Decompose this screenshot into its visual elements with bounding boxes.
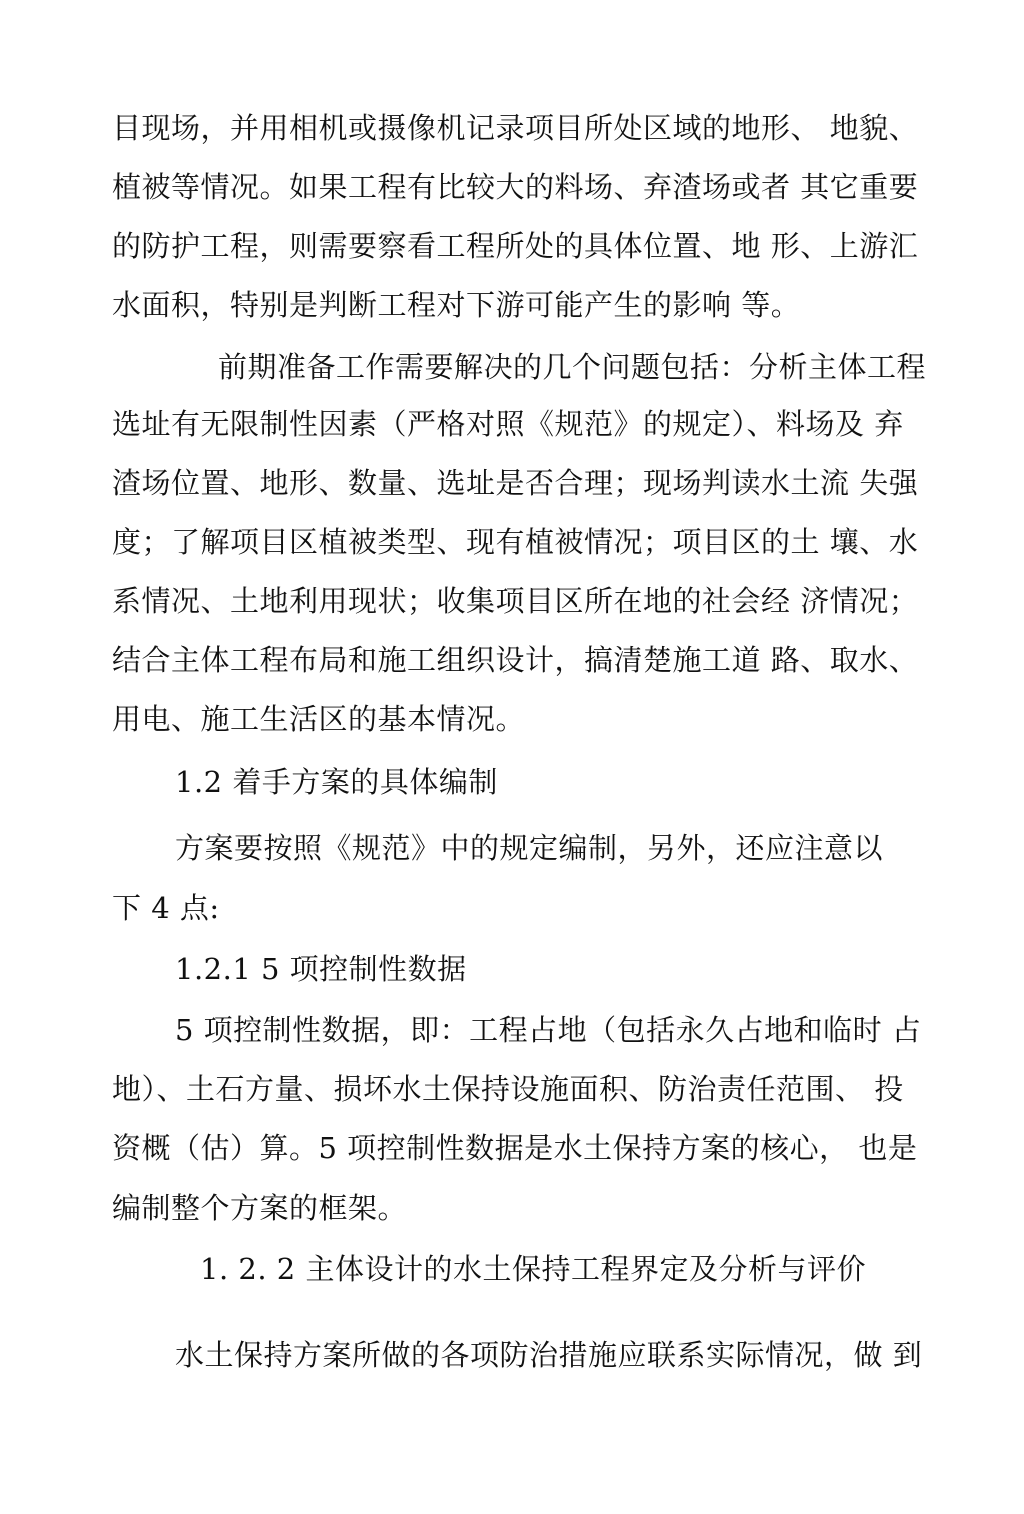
paragraph-2-line-4: 度；了解项目区植被类型、现有植被情况；项目区的土 壤、水 xyxy=(112,525,919,559)
paragraph-1-line-3: 的防护工程，则需要察看工程所处的具体位置、地 形、上游汇 xyxy=(112,229,919,263)
paragraph-1-line-2: 植被等情况。如果工程有比较大的料场、弃渣场或者 其它重要 xyxy=(112,170,919,204)
paragraph-4-line-2: 地）、土石方量、损坏水土保持设施面积、防治责任范围、 投 xyxy=(112,1072,904,1106)
paragraph-3-line-1: 方案要按照《规范》中的规定编制，另外，还应注意以 xyxy=(175,831,884,865)
paragraph-2-line-7: 用电、施工生活区的基本情况。 xyxy=(112,702,526,736)
section-heading-1-2-1: 1.2.1 5 项控制性数据 xyxy=(175,952,467,986)
section-heading-1-2-2: 1. 2. 2 主体设计的水土保持工程界定及分析与评价 xyxy=(200,1252,866,1286)
paragraph-3-line-2: 下 4 点: xyxy=(112,891,220,925)
paragraph-1-line-4: 水面积，特别是判断工程对下游可能产生的影响 等。 xyxy=(112,288,801,322)
paragraph-4-line-4: 编制整个方案的框架。 xyxy=(112,1191,408,1225)
paragraph-2-line-1: 前期准备工作需要解决的几个问题包括：分析主体工程 xyxy=(218,350,927,384)
paragraph-4-line-3: 资概（估）算。5 项控制性数据是水土保持方案的核心， 也是 xyxy=(112,1131,918,1165)
paragraph-2-line-3: 渣场位置、地形、数量、选址是否合理；现场判读水土流 失强 xyxy=(112,466,919,500)
section-heading-1-2: 1.2 着手方案的具体编制 xyxy=(175,765,498,799)
paragraph-1-line-1: 目现场，并用相机或摄像机记录项目所处区域的地形、 地貌、 xyxy=(112,111,919,145)
paragraph-2-line-5: 系情况、土地利用现状；收集项目区所在地的社会经 济情况； xyxy=(112,584,919,618)
paragraph-2-line-6: 结合主体工程布局和施工组织设计，搞清楚施工道 路、取水、 xyxy=(112,643,919,677)
paragraph-4-line-1: 5 项控制性数据，即：工程占地（包括永久占地和临时 占 xyxy=(175,1013,922,1047)
paragraph-2-line-2: 选址有无限制性因素（严格对照《规范》的规定）、料场及 弃 xyxy=(112,407,904,441)
paragraph-5-line-1: 水土保持方案所做的各项防治措施应联系实际情况，做 到 xyxy=(175,1338,923,1372)
